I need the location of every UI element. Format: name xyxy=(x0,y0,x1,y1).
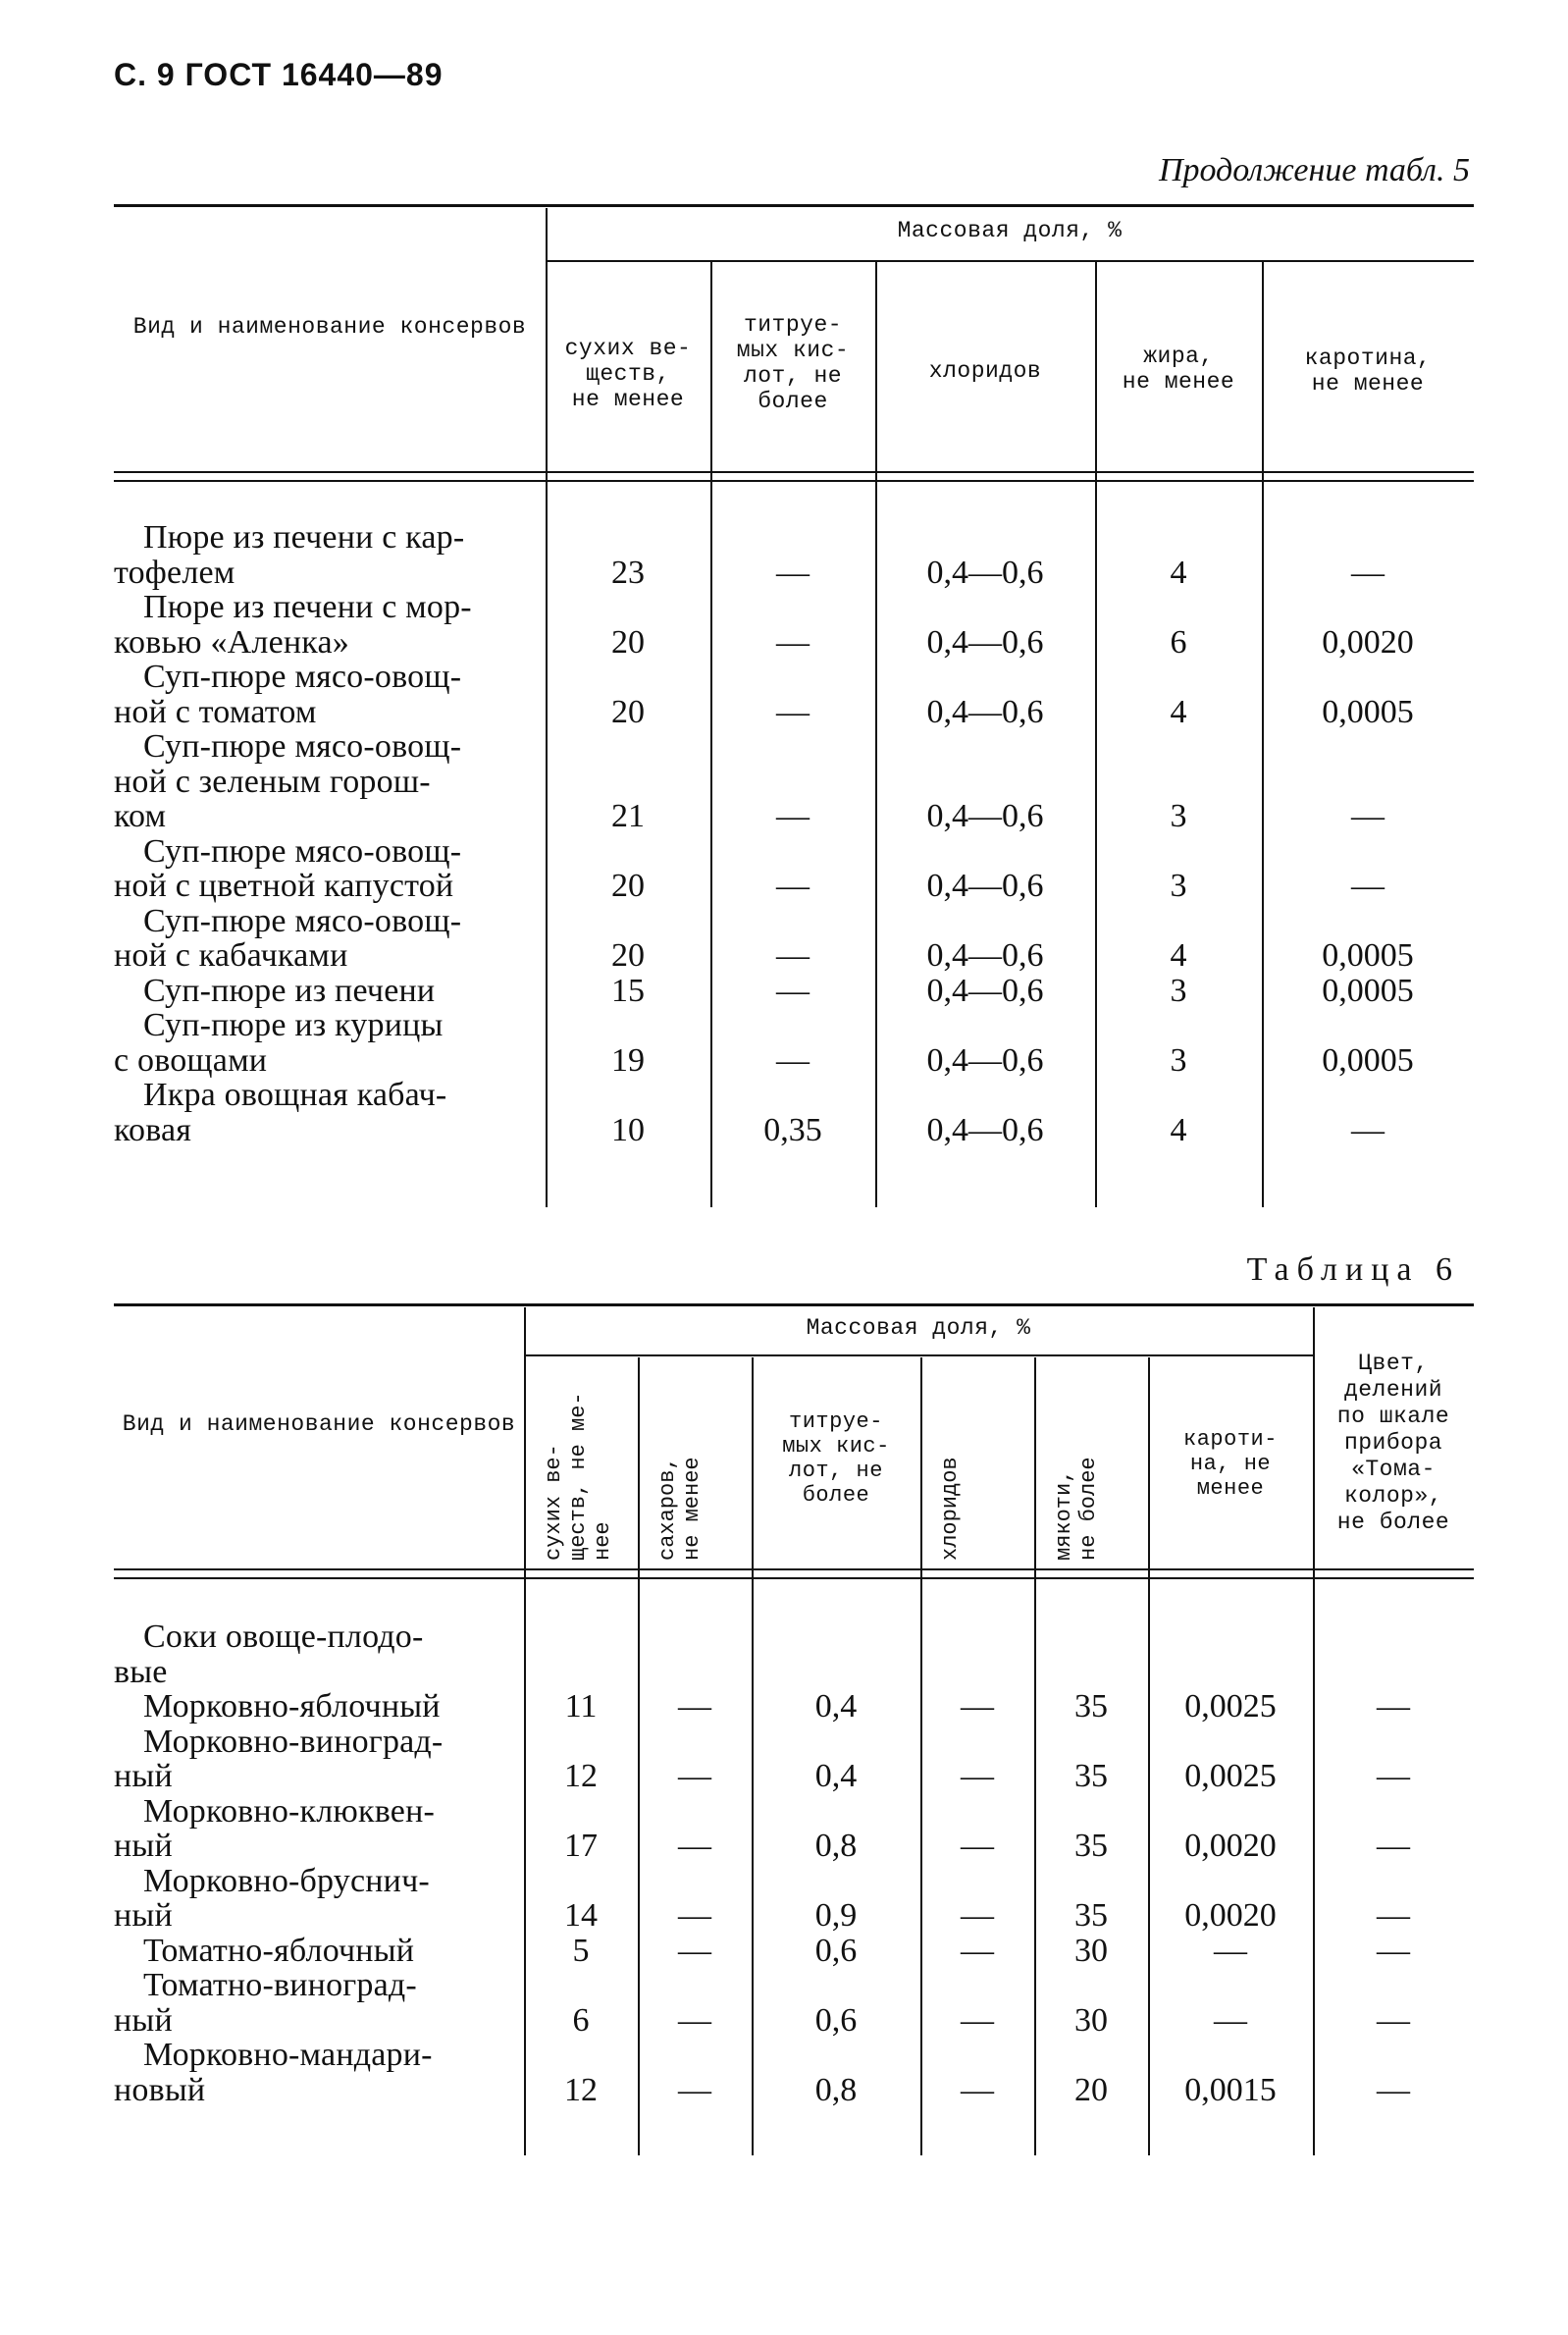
table5-cell: 15 xyxy=(611,972,645,1009)
table5-cell: — xyxy=(776,798,810,834)
table6-cell: 12 xyxy=(564,1758,598,1794)
name-line: Морковно-клюквен- xyxy=(143,1792,436,1830)
table6-cell: 0,0025 xyxy=(1184,1758,1277,1794)
name-line: Суп-пюре из курицы xyxy=(143,1007,444,1043)
table6-cell: — xyxy=(1377,1897,1410,1934)
name-line: ной с томатом xyxy=(114,693,317,730)
table6-name-header: Вид и наименование консервов xyxy=(122,1411,516,1437)
table6-cell: 17 xyxy=(564,1828,598,1864)
table6-cell: 14 xyxy=(564,1897,598,1934)
table6-cell: 0,6 xyxy=(814,1932,858,1969)
name-line: новый xyxy=(114,2071,206,2108)
table5-cell: 20 xyxy=(611,623,645,661)
name-line: Соки овоще-плодо- xyxy=(143,1619,424,1655)
name-line: Морковно-бруснич- xyxy=(143,1862,430,1899)
name-line: Суп-пюре мясо-овощ- xyxy=(143,902,462,939)
name-line: ковая xyxy=(114,1111,192,1148)
table6-cell: — xyxy=(678,1688,711,1725)
table5-cell: 3 xyxy=(1170,868,1187,904)
table5-cell: 4 xyxy=(1170,554,1187,591)
table5-cell: 0,0005 xyxy=(1322,1041,1414,1079)
table5-cell: 4 xyxy=(1170,693,1187,730)
table5-cell: 6 xyxy=(1170,623,1187,661)
table5-cell: 0,4—0,6 xyxy=(926,937,1044,974)
name-line: Суп-пюре из печени xyxy=(143,972,436,1009)
table5-cell: 21 xyxy=(611,798,645,834)
table6-cell: — xyxy=(961,1932,994,1969)
table5-name-header: Вид и наименование консервов xyxy=(132,314,527,340)
t5-col-header-2: хлоридов xyxy=(928,358,1042,384)
table5-cell: — xyxy=(1351,868,1385,904)
table5-row-name xyxy=(114,729,540,834)
table6-cell: 30 xyxy=(1074,1932,1108,1969)
table6-cell: 0,8 xyxy=(814,1828,858,1864)
table5-row-name xyxy=(114,904,540,974)
table5-row-name xyxy=(114,590,540,660)
table6-row-name xyxy=(114,1725,516,1794)
table6-row-name xyxy=(114,2038,516,2107)
name-line: Томатно-виноград- xyxy=(143,1967,417,2003)
table5-cell: 20 xyxy=(611,937,645,974)
table5-cell: 23 xyxy=(611,554,645,591)
name-line: Суп-пюре мясо-овощ- xyxy=(143,659,462,695)
table5-cell: — xyxy=(776,937,810,974)
table6-cell: — xyxy=(678,1758,711,1794)
table6-cell: — xyxy=(678,1828,711,1864)
table6-cell: — xyxy=(1377,2001,1410,2039)
table6-cell: 0,0020 xyxy=(1184,1828,1277,1864)
table6-cell: — xyxy=(1377,1688,1410,1725)
table5-cell: 0,4—0,6 xyxy=(926,623,1044,661)
table6-cell: 0,9 xyxy=(814,1897,858,1934)
table6-cell: 0,0020 xyxy=(1184,1897,1277,1934)
table6-group-rule xyxy=(524,1354,1313,1356)
table5-cell: — xyxy=(1351,798,1385,834)
table6-row-name xyxy=(114,1934,516,1969)
name-line: с овощами xyxy=(114,1041,268,1079)
table6-cell: — xyxy=(1377,1758,1410,1794)
table5-cell: — xyxy=(1351,1111,1385,1148)
table6-row-name xyxy=(114,1968,516,2038)
table5-row-name xyxy=(114,1078,540,1147)
table6-header-rule-2 xyxy=(114,1577,1474,1579)
page-header: С. 9 ГОСТ 16440—89 xyxy=(114,57,444,92)
table5-cell: 0,4—0,6 xyxy=(926,693,1044,730)
table6-cell: 0,8 xyxy=(814,2071,858,2108)
table6-cell: 0,0015 xyxy=(1184,2071,1277,2108)
table5-cell: — xyxy=(776,554,810,591)
name-line: ком xyxy=(114,798,167,834)
table6-cell: — xyxy=(1377,2071,1410,2108)
name-line: Пюре из печени с кар- xyxy=(143,519,465,556)
table6-cell: 6 xyxy=(572,2001,590,2039)
table5-row-name xyxy=(114,520,540,590)
table5-cell: 0,4—0,6 xyxy=(926,554,1044,591)
table6-cell: — xyxy=(961,1897,994,1934)
table6-cell: 20 xyxy=(1074,2071,1108,2108)
table5-cell: 0,0005 xyxy=(1322,693,1414,730)
table6-group-name xyxy=(114,1619,516,1689)
table6-cell: 35 xyxy=(1074,1828,1108,1864)
name-line: Суп-пюре мясо-овощ- xyxy=(143,832,462,870)
table5-cell: 3 xyxy=(1170,972,1187,1009)
table6-cell: 0,4 xyxy=(814,1688,858,1725)
table6-cell: — xyxy=(1214,2001,1247,2039)
name-line: Икра овощная кабач- xyxy=(143,1077,447,1113)
table5-cell: — xyxy=(776,868,810,904)
table6-cell: — xyxy=(961,1828,994,1864)
name-line: ный xyxy=(114,2001,173,2039)
table6-cell: 0,0025 xyxy=(1184,1688,1277,1725)
t5-col-header-4: каротина, не менее xyxy=(1304,345,1432,397)
table5-cell: 0,4—0,6 xyxy=(926,868,1044,904)
name-line: ной с кабачками xyxy=(114,937,348,974)
table6-cell: 35 xyxy=(1074,1688,1108,1725)
table6-row-name xyxy=(114,1864,516,1934)
t5-col-header-1: титруе- мых кис- лот, не более xyxy=(736,312,850,414)
table6-cell: — xyxy=(678,2071,711,2108)
table5-top-rule xyxy=(114,204,1474,207)
name-line: Суп-пюре мясо-овощ- xyxy=(143,728,462,765)
table6-cell: 11 xyxy=(564,1688,598,1725)
table5-cell: 0,0005 xyxy=(1322,972,1414,1009)
name-line: ный xyxy=(114,1758,173,1794)
name-line: ной с зеленым горош- xyxy=(114,763,431,800)
name-line: ной с цветной капустой xyxy=(114,868,454,904)
table5-row-name xyxy=(114,660,540,729)
t6-col-header-3: хлоридов xyxy=(938,1457,963,1561)
t5-col-header-3: жира, не менее xyxy=(1122,344,1235,395)
table5-cell: — xyxy=(776,623,810,661)
table5-cell: 20 xyxy=(611,693,645,730)
t6-col-header-2: титруе- мых кис- лот, не более xyxy=(782,1409,890,1508)
table5-cell: 0,4—0,6 xyxy=(926,798,1044,834)
t6-col-header-4: мякоти, не более xyxy=(1052,1457,1101,1561)
table5-cell: — xyxy=(1351,554,1385,591)
table5-row-name xyxy=(114,974,540,1009)
table5-group-header: Массовая доля, % xyxy=(897,218,1123,243)
table5-cell: 4 xyxy=(1170,1111,1187,1148)
table6-cell: — xyxy=(678,2001,711,2039)
table5-cell: 3 xyxy=(1170,1041,1187,1079)
table6-cell: 0,4 xyxy=(814,1758,858,1794)
table6-cell: — xyxy=(961,1688,994,1725)
t6-col-header-5: кароти- на, не менее xyxy=(1183,1427,1278,1501)
table6-row-name xyxy=(114,1794,516,1864)
table5-cell: 0,4—0,6 xyxy=(926,972,1044,1009)
t5-col-header-0: сухих ве- ществ, не менее xyxy=(564,336,692,412)
table6-group-header: Массовая доля, % xyxy=(806,1315,1031,1341)
table5-group-rule xyxy=(546,260,1474,262)
name-line: ковью «Аленка» xyxy=(114,623,349,661)
table6-cell: — xyxy=(678,1897,711,1934)
table6-cell: — xyxy=(1377,1932,1410,1969)
table6-cell: — xyxy=(1214,1932,1247,1969)
table6-cell: 0,6 xyxy=(814,2001,858,2039)
table5-continuation-label: Продолжение табл. 5 xyxy=(1158,152,1470,188)
name-line: вые xyxy=(114,1653,168,1690)
table5-cell: 3 xyxy=(1170,798,1187,834)
table6-cell: — xyxy=(1377,1828,1410,1864)
name-line: Морковно-яблочный xyxy=(143,1688,441,1725)
name-line: Морковно-мандари- xyxy=(143,2037,433,2073)
table6-row-name xyxy=(114,1689,516,1725)
table6-cell: 35 xyxy=(1074,1897,1108,1934)
table6-header-rule-1 xyxy=(114,1568,1474,1570)
table6-cell: 5 xyxy=(572,1932,590,1969)
name-line: тофелем xyxy=(114,554,235,591)
table5-cell: 0,4—0,6 xyxy=(926,1041,1044,1079)
table5-cell: 0,0020 xyxy=(1322,623,1414,661)
table6-cell: — xyxy=(961,2071,994,2108)
table5-cell: — xyxy=(776,693,810,730)
table6-cell: 12 xyxy=(564,2071,598,2108)
table5-cell: 19 xyxy=(611,1041,645,1079)
table6-cell: — xyxy=(961,1758,994,1794)
table5-header-rule-1 xyxy=(114,471,1474,473)
table5-cell: 0,0005 xyxy=(1322,937,1414,974)
table6-top-rule xyxy=(114,1303,1474,1306)
t6-col-header-0: сухих ве- ществ, не ме- нее xyxy=(542,1392,615,1561)
name-line: Томатно-яблочный xyxy=(143,1932,415,1969)
table5-cell: 20 xyxy=(611,868,645,904)
table6-cell: 30 xyxy=(1074,2001,1108,2039)
table5-row-name xyxy=(114,1008,540,1078)
table6-title: Таблица 6 xyxy=(1246,1251,1460,1288)
table6-cell: 35 xyxy=(1074,1758,1108,1794)
table6-cell: — xyxy=(678,1932,711,1969)
name-line: Пюре из печени с мор- xyxy=(143,589,472,625)
name-line: Морковно-виноград- xyxy=(143,1723,444,1760)
table5-header-rule-2 xyxy=(114,480,1474,482)
table5-row-name xyxy=(114,834,540,904)
table5-cell: 0,35 xyxy=(763,1111,822,1148)
table5-cell: — xyxy=(776,1041,810,1079)
table5-cell: 4 xyxy=(1170,937,1187,974)
table6-cell: — xyxy=(961,2001,994,2039)
name-line: ный xyxy=(114,1828,173,1864)
table5-cell: 0,4—0,6 xyxy=(926,1111,1044,1148)
table5-cell: — xyxy=(776,972,810,1009)
table5-cell: 10 xyxy=(611,1111,645,1148)
table6-color-header: Цвет, делений по шкале прибора «Тома- колор», не более xyxy=(1336,1351,1450,1535)
t6-col-header-1: сахаров, не менее xyxy=(655,1457,705,1561)
name-line: ный xyxy=(114,1897,173,1934)
